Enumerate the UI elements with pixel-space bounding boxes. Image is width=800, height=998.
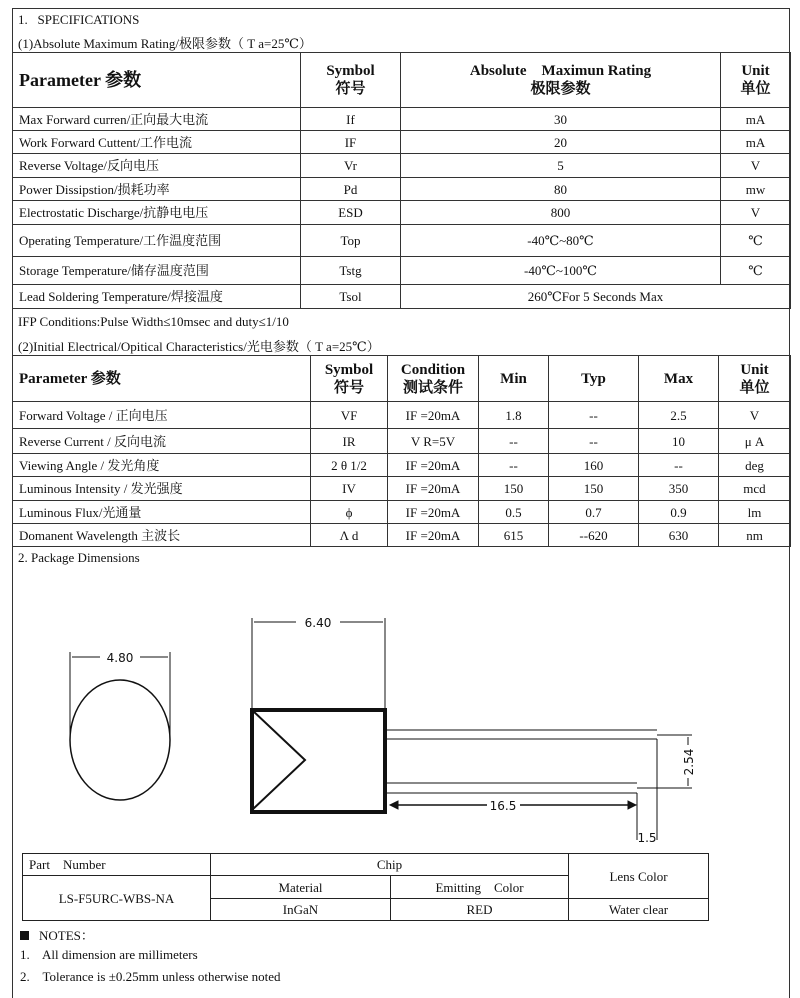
abs-title: (1)Absolute Maximum Rating/极限参数（ T a=25℃） (18, 36, 312, 51)
header-param: Parameter 参数 (13, 356, 311, 402)
param: Operating Temperature/工作温度范围 (13, 225, 301, 257)
header-max: Max (639, 356, 719, 402)
table-row (13, 454, 791, 477)
symbol: IV (311, 477, 388, 501)
part-number-label: Part Number (23, 854, 211, 876)
symbol: ϕ (311, 501, 388, 524)
value: -40℃~80℃ (401, 225, 721, 257)
min: -- (479, 429, 549, 454)
material-label: Material (211, 876, 391, 899)
max: 10 (639, 429, 719, 454)
header-min: Min (479, 356, 549, 402)
max: -- (639, 454, 719, 477)
param: Electrostatic Discharge/抗静电电压 (13, 201, 301, 225)
dimension-offset (637, 739, 657, 845)
ifp-note: IFP Conditions:Pulse Width≤10msec and duty≤1/10 (18, 314, 289, 329)
absolute-max-table (12, 52, 791, 309)
part-number: LS-F5URC-WBS-NA (23, 876, 211, 921)
table-row (13, 501, 791, 524)
unit: mcd (719, 477, 791, 501)
dimension-lead-length (390, 799, 636, 813)
dimension-pitch (637, 735, 696, 788)
typ: --620 (549, 524, 639, 547)
typ: -- (549, 402, 639, 429)
header-unit-en: Unit (741, 63, 770, 79)
header-symbol (301, 53, 401, 108)
condition: IF =20mA (388, 501, 479, 524)
condition: IF =20mA (388, 402, 479, 429)
dim-lead-length-label: 16.5 (489, 799, 517, 813)
emitting-color: RED (391, 899, 569, 921)
unit: V (719, 402, 791, 429)
symbol: Vr (301, 154, 401, 178)
dim-length-label: 6.40 (304, 616, 332, 630)
condition: IF =20mA (388, 454, 479, 477)
typ: 0.7 (549, 501, 639, 524)
header-unit (721, 53, 791, 108)
lens-outline (252, 710, 305, 810)
table-row (13, 108, 791, 131)
note-item: 2. Tolerance is ±0.25mm unless otherwise noted (20, 969, 281, 984)
leads (387, 730, 657, 793)
typ: -- (549, 429, 639, 454)
min: 1.8 (479, 402, 549, 429)
table-row (13, 257, 791, 285)
unit: ℃ (721, 225, 791, 257)
table-row (13, 131, 791, 154)
header-rating-en: Absolute Maximun Rating (469, 63, 652, 79)
notes-title: NOTES： (39, 928, 94, 943)
header-cond-en: Condition (400, 361, 466, 378)
notes-heading (20, 925, 94, 944)
header-param: Parameter 参数 (13, 53, 301, 108)
unit: μ A (719, 429, 791, 454)
part-number-table (22, 853, 709, 921)
lens-color-label: Lens Color (569, 854, 709, 899)
package-drawing (0, 570, 800, 850)
header-symbol (311, 356, 388, 402)
table-row (13, 225, 791, 257)
symbol: 2 θ 1/2 (311, 454, 388, 477)
unit: mA (721, 131, 791, 154)
table-row (13, 477, 791, 501)
value: 5 (401, 154, 721, 178)
param: Work Forward Cuttent/工作电流 (13, 131, 301, 154)
min: -- (479, 454, 549, 477)
param: Power Dissipstion/损耗功率 (13, 178, 301, 201)
max: 350 (639, 477, 719, 501)
header-symbol-en: Symbol (324, 361, 374, 378)
min: 615 (479, 524, 549, 547)
unit: V (721, 154, 791, 178)
param: Lead Soldering Temperature/焊接温度 (13, 285, 301, 309)
param: Domanent Wavelength 主波长 (13, 524, 311, 547)
header-typ: Typ (549, 356, 639, 402)
header-unit-cn: 单位 (739, 379, 770, 396)
symbol: VF (311, 402, 388, 429)
symbol: If (301, 108, 401, 131)
unit: mw (721, 178, 791, 201)
header-cond-cn: 测试条件 (402, 379, 463, 396)
chip-label: Chip (211, 854, 569, 876)
table-header (13, 356, 791, 402)
max: 630 (639, 524, 719, 547)
table-row (13, 429, 791, 454)
unit: V (721, 201, 791, 225)
dim-offset-label: 1.5 (637, 831, 657, 845)
dimension-diameter (70, 651, 170, 740)
symbol: Top (301, 225, 401, 257)
table-row (13, 524, 791, 547)
typ: 160 (549, 454, 639, 477)
max: 0.9 (639, 501, 719, 524)
header-condition (388, 356, 479, 402)
min: 0.5 (479, 501, 549, 524)
material: InGaN (211, 899, 391, 921)
param: Reverse Current / 反向电流 (13, 429, 311, 454)
led-body (252, 710, 385, 812)
condition: V R=5V (388, 429, 479, 454)
header-unit-en: Unit (740, 361, 769, 378)
param: Luminous Flux/光通量 (13, 501, 311, 524)
package-title: 2. Package Dimensions (18, 550, 140, 565)
symbol: IR (311, 429, 388, 454)
param: Forward Voltage / 正向电压 (13, 402, 311, 429)
unit: deg (719, 454, 791, 477)
unit: lm (719, 501, 791, 524)
unit: ℃ (721, 257, 791, 285)
table-row (13, 285, 791, 309)
dimension-length (252, 616, 385, 708)
symbol: Tstg (301, 257, 401, 285)
value: 800 (401, 201, 721, 225)
unit: nm (719, 524, 791, 547)
dim-pitch-label: 2.54 (682, 748, 696, 776)
value: 260℃For 5 Seconds Max (401, 285, 791, 309)
electro-optical-table (12, 355, 791, 547)
header-symbol-cn: 符号 (335, 81, 366, 97)
header-symbol-cn: 符号 (333, 379, 364, 396)
table-header (13, 53, 791, 108)
note-item: 1. All dimension are millimeters (20, 947, 198, 962)
spec-title: 1. SPECIFICATIONS (18, 12, 140, 27)
param: Max Forward curren/正向最大电流 (13, 108, 301, 131)
param: Viewing Angle / 发光角度 (13, 454, 311, 477)
max: 2.5 (639, 402, 719, 429)
header-rating-cn: 极限参数 (530, 81, 591, 97)
table-row (13, 201, 791, 225)
lens-top-view (70, 680, 170, 800)
param: Luminous Intensity / 发光强度 (13, 477, 311, 501)
value: 80 (401, 178, 721, 201)
lens-color: Water clear (569, 899, 709, 921)
header-unit (719, 356, 791, 402)
min: 150 (479, 477, 549, 501)
table-row (13, 154, 791, 178)
emitting-color-label: Emitting Color (391, 876, 569, 899)
symbol: Λ d (311, 524, 388, 547)
value: 30 (401, 108, 721, 131)
param: Storage Temperature/储存温度范围 (13, 257, 301, 285)
value: -40℃~100℃ (401, 257, 721, 285)
table-row (13, 402, 791, 429)
typ: 150 (549, 477, 639, 501)
symbol: Tsol (301, 285, 401, 309)
symbol: Pd (301, 178, 401, 201)
condition: IF =20mA (388, 477, 479, 501)
param: Reverse Voltage/反向电压 (13, 154, 301, 178)
header-rating (401, 53, 721, 108)
header-unit-cn: 单位 (740, 81, 771, 97)
condition: IF =20mA (388, 524, 479, 547)
eo-title: (2)Initial Electrical/Opitical Characteristics/光电参数（ T a=25℃） (18, 339, 380, 354)
header-symbol-en: Symbol (326, 63, 375, 79)
value: 20 (401, 131, 721, 154)
dim-diameter-label: 4.80 (106, 651, 134, 665)
unit: mA (721, 108, 791, 131)
table-row (13, 178, 791, 201)
symbol: IF (301, 131, 401, 154)
symbol: ESD (301, 201, 401, 225)
square-bullet-icon (20, 931, 29, 940)
